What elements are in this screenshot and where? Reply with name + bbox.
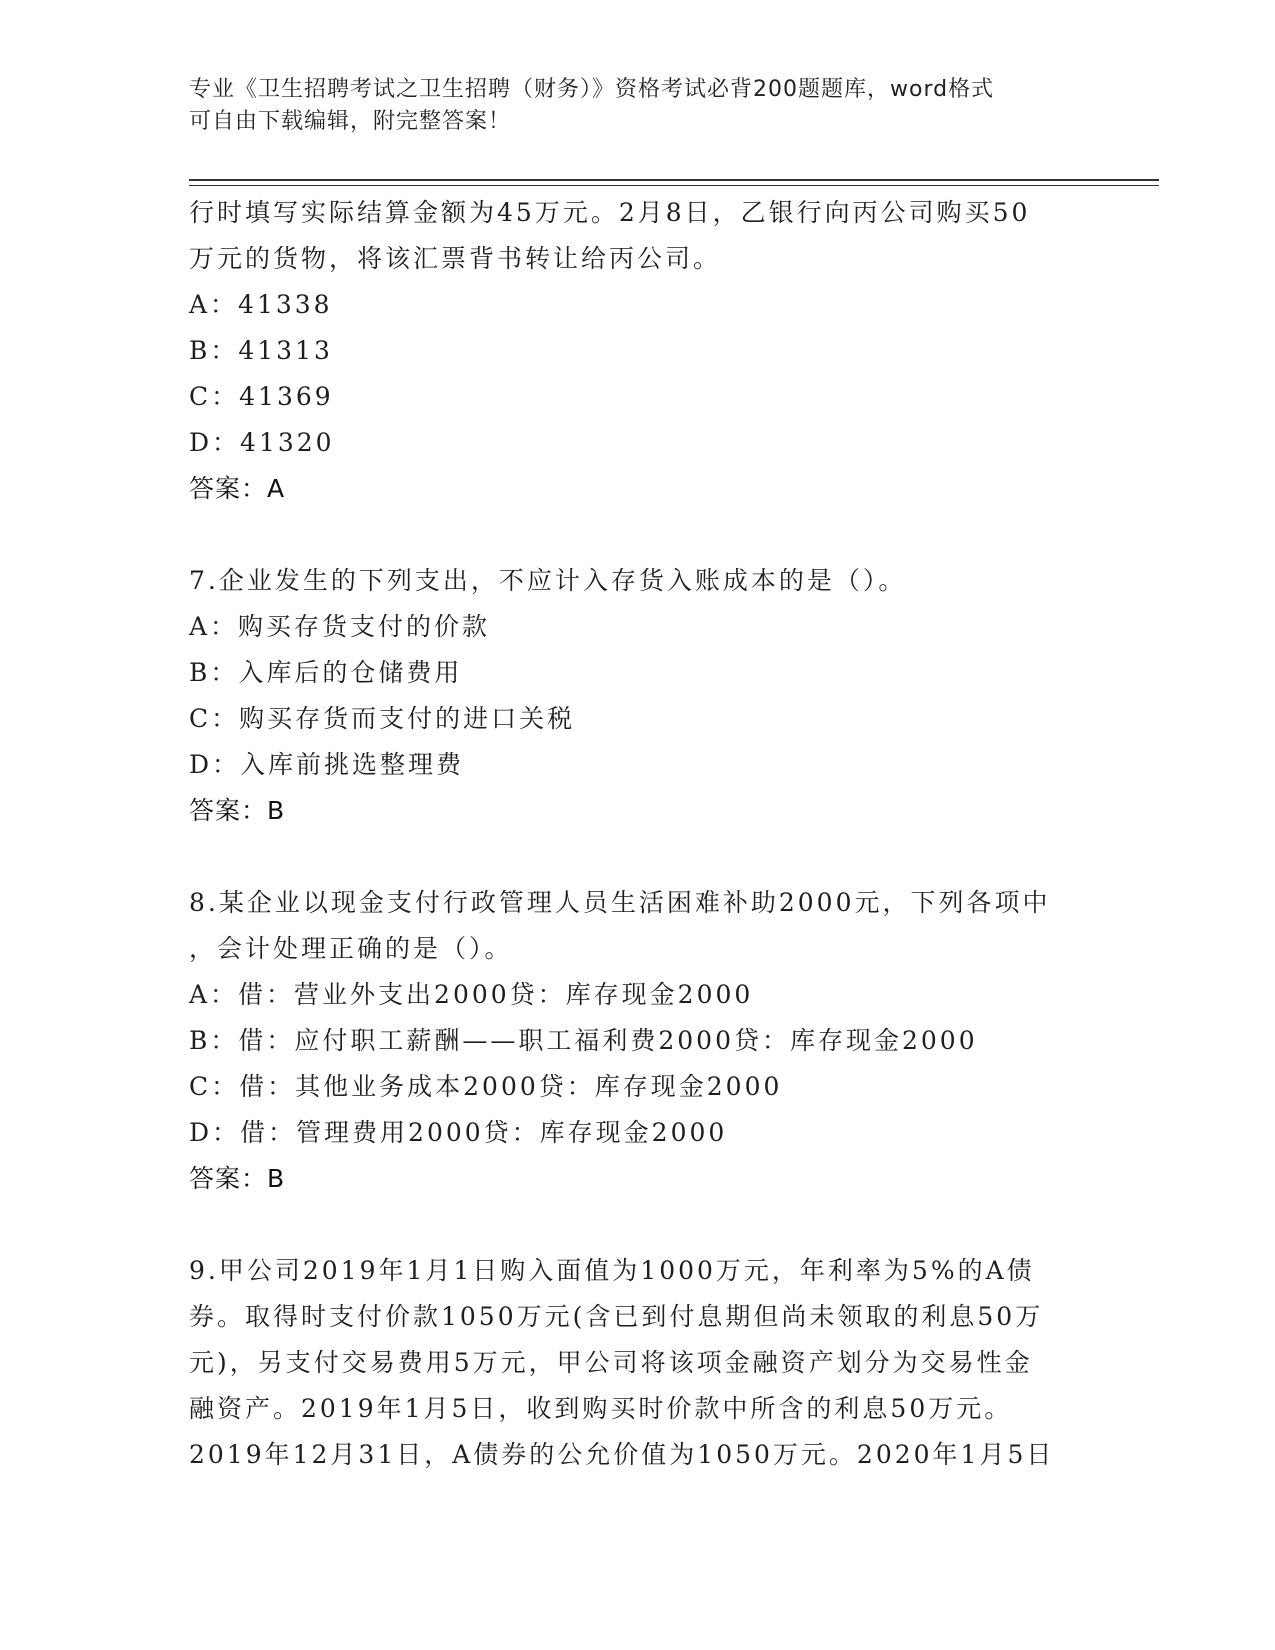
- question-8: [189, 880, 1089, 1202]
- question-text-line: 9.甲公司2019年1月1日购入面值为1000万元，年利率为5%的A债: [189, 1256, 1035, 1285]
- spacer: [189, 1202, 1089, 1248]
- option-a: A：41338: [189, 290, 333, 319]
- answer-line: 答案：B: [189, 796, 286, 825]
- document-body: [189, 190, 1089, 1478]
- option-d: D：41320: [189, 428, 335, 457]
- question-text-line: 券。取得时支付价款1050万元(含已到付息期但尚未领取的利息50万: [189, 1302, 1044, 1331]
- question-7: [189, 558, 1089, 834]
- option-d: D：入库前挑选整理费: [189, 750, 465, 779]
- question-text-line: 7.企业发生的下列支出，不应计入存货入账成本的是（）。: [189, 566, 907, 595]
- spacer: [189, 512, 1089, 558]
- answer-line: 答案：B: [189, 1164, 286, 1193]
- option-b: B：41313: [189, 336, 333, 365]
- option-b: B：借：应付职工薪酬——职工福利费2000贷：库存现金2000: [189, 1026, 978, 1055]
- question-text-line: 行时填写实际结算金额为45万元。2月8日，乙银行向丙公司购买50: [189, 198, 1031, 227]
- option-c: C：购买存货而支付的进口关税: [189, 704, 576, 733]
- question-6-continuation: [189, 190, 1089, 512]
- question-text-line: ，会计处理正确的是（）。: [189, 934, 513, 963]
- option-c: C：借：其他业务成本2000贷：库存现金2000: [189, 1072, 783, 1101]
- option-a: A：借：营业外支出2000贷：库存现金2000: [189, 980, 754, 1009]
- option-d: D：借：管理费用2000贷：库存现金2000: [189, 1118, 728, 1147]
- option-a: A：购买存货支付的价款: [189, 612, 491, 641]
- option-c: C：41369: [189, 382, 334, 411]
- header-title-line-2: 可自由下载编辑，附完整答案！: [189, 109, 512, 134]
- header-title-line-1: 专业《卫生招聘考试之卫生招聘（财务）》资格考试必背200题题库，word格式: [189, 77, 995, 102]
- question-text-line: 2019年12月31日，A债券的公允价值为1050万元。2020年1月5日: [189, 1440, 1055, 1469]
- question-9: [189, 1248, 1089, 1478]
- answer-line: 答案：A: [189, 474, 286, 503]
- question-text-line: 8.某企业以现金支付行政管理人员生活困难补助2000元，下列各项中: [189, 888, 1051, 917]
- document-header: [189, 74, 1089, 138]
- question-text-line: 元)，另支付交易费用5万元，甲公司将该项金融资产划分为交易性金: [189, 1348, 1033, 1377]
- question-text-line: 万元的货物，将该汇票背书转让给丙公司。: [189, 244, 722, 273]
- header-rule-thick: [189, 179, 1159, 181]
- question-text-line: 融资产。2019年1月5日，收到购买时价款中所含的利息50万元。: [189, 1394, 1013, 1423]
- option-b: B：入库后的仓储费用: [189, 658, 463, 687]
- header-rule-thin: [189, 185, 1159, 186]
- spacer: [189, 834, 1089, 880]
